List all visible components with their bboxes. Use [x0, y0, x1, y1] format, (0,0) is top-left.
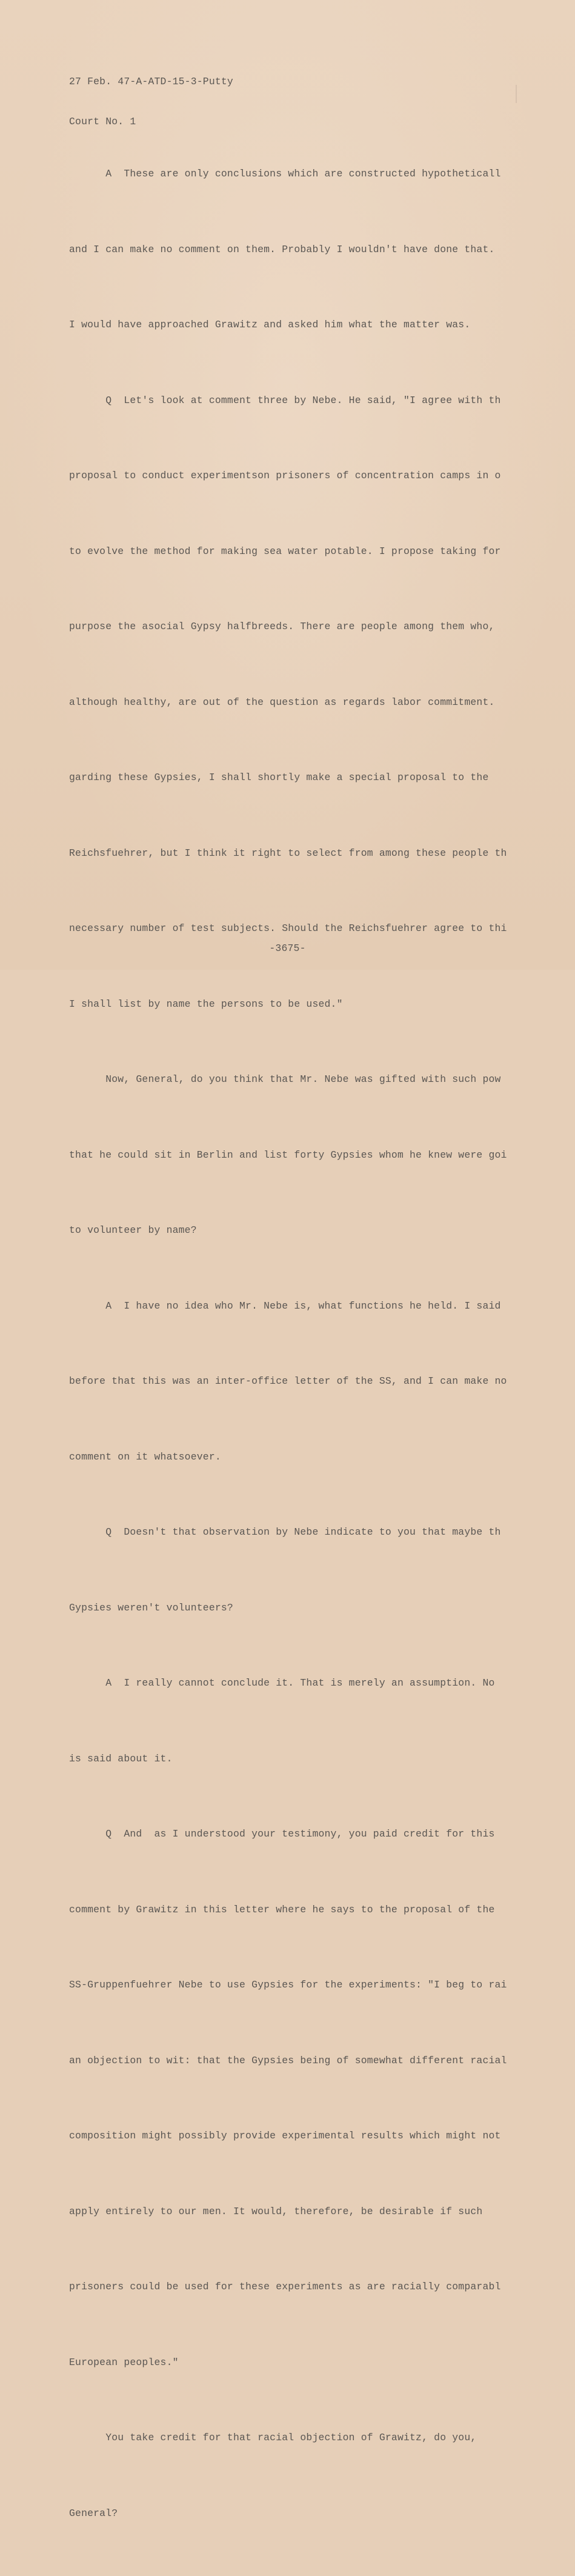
transcript-line: SS-Gruppenfuehrer Nebe to use Gypsies for the experiments: "I beg to rai — [69, 1979, 507, 1990]
transcript-line: proposal to conduct experimentson prisoners of concentration camps in o — [69, 470, 501, 481]
transcript-line: to evolve the method for making sea water potable. I propose taking for — [69, 545, 501, 557]
transcript-line: prisoners could be used for these experiments as are racially comparabl — [69, 2281, 501, 2292]
transcript-line: although healthy, are out of the question as regards labor commitment. — [69, 696, 501, 708]
transcript-line: is said about it. — [69, 1752, 173, 1764]
transcript-line: comment by Grawitz in this letter where he says to the proposal of the — [69, 1903, 495, 1915]
transcript-line: before that this was an inter-office letter of the SS, and I can make no — [69, 1375, 507, 1387]
transcript-line: purpose the asocial Gypsy halfbreeds. There are people among them who, — [69, 621, 495, 632]
transcript-line: General? — [69, 2507, 118, 2519]
page-number: -3675- — [269, 943, 306, 954]
header-date-reference: 27 Feb. 47-A-ATD-15-3-Putty — [69, 76, 233, 87]
transcript-line: Q And as I understood your testimony, you paid credit for this — [69, 1828, 495, 1840]
transcript-line: Q Doesn't that observation by Nebe indicate to you that maybe th — [69, 1526, 501, 1538]
transcript-line: garding these Gypsies, I shall shortly make a special proposal to the — [69, 772, 489, 783]
transcript-line: Reichsfuehrer, but I think it right to select from among these people th — [69, 847, 507, 859]
transcript-line: You take credit for that racial objection of Grawitz, do you, — [69, 2432, 477, 2443]
transcript-line: I shall list by name the persons to be used." — [69, 998, 343, 1010]
transcript-line: Gypsies weren't volunteers? — [69, 1601, 233, 1613]
transcript-line: A I have no idea who Mr. Nebe is, what functions he held. I said — [69, 1300, 501, 1312]
header-court-number: Court No. 1 — [69, 116, 136, 127]
transcript-line: A These are only conclusions which are constructed hypotheticall — [69, 168, 501, 179]
transcript-line: Q Let's look at comment three by Nebe. He said, "I agree with th — [69, 394, 501, 406]
transcript-line: to volunteer by name? — [69, 1224, 197, 1236]
transcript-line: apply entirely to our men. It would, therefore, be desirable if such — [69, 2205, 483, 2217]
transcript-line: A I really cannot conclude it. That is merely an assumption. No — [69, 1677, 495, 1689]
transcript-line: composition might possibly provide experimental results which might not — [69, 2130, 501, 2141]
transcript-body — [69, 111, 507, 2576]
transcript-line: European peoples." — [69, 2356, 179, 2368]
page-edge-mark — [516, 85, 517, 103]
transcript-line: an objection to wit: that the Gypsies being of somewhat different racial — [69, 2054, 507, 2066]
transcript-line: comment on it whatsoever. — [69, 1450, 221, 1463]
transcript-line: that he could sit in Berlin and list forty Gypsies whom he knew were goi — [69, 1149, 507, 1161]
transcript-line: and I can make no comment on them. Probably I wouldn't have done that. — [69, 243, 495, 255]
transcript-line: necessary number of test subjects. Should the Reichsfuehrer agree to thi — [69, 923, 507, 934]
transcript-line: Now, General, do you think that Mr. Nebe was gifted with such pow — [69, 1073, 501, 1085]
transcript-line: I would have approached Grawitz and asked him what the matter was. — [69, 319, 471, 330]
